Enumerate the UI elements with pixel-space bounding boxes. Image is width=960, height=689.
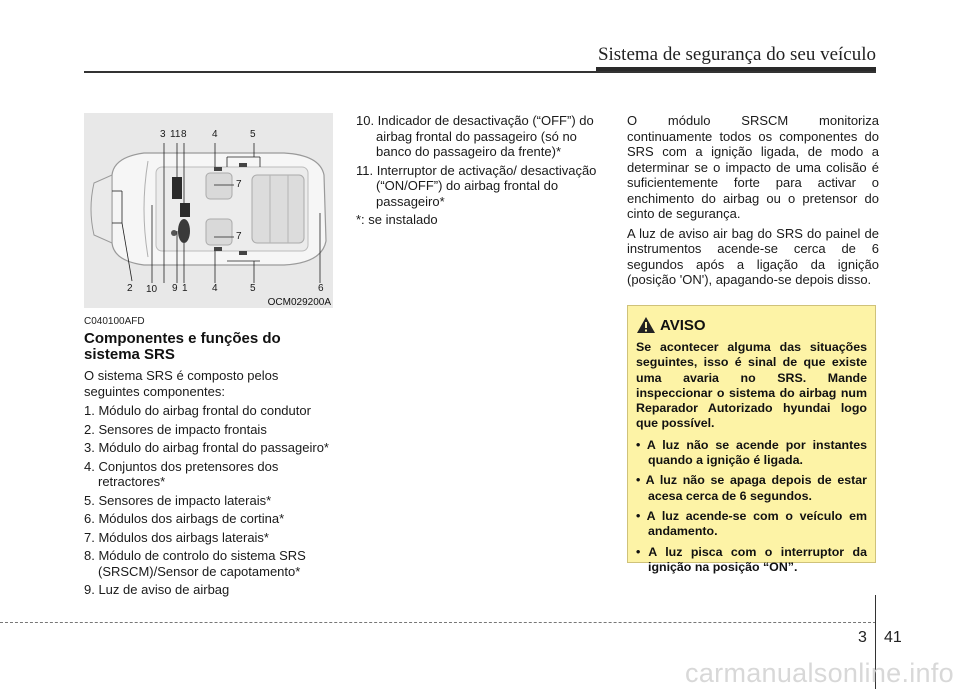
figure-code: OCM029200A [267,297,331,308]
warning-bullet: • A luz pisca com o interruptor da ignição na posição “ON”. [636,544,867,574]
footer-rule [0,622,876,623]
fig-label-7b: 7 [236,231,242,242]
watermark: carmanualsonline.info [685,658,954,688]
fig-label-7a: 7 [236,179,242,190]
fig-label-5-top: 5 [250,129,256,140]
fig-label-1: 1 [182,283,188,294]
warning-body [636,340,867,575]
warning-box [627,305,876,574]
warning-bullet: • A luz não se apaga depois de estar acesa cerca de 6 segundos. [636,473,867,503]
list-item: 6. Módulos dos airbags de cortina* [84,511,285,526]
fig-label-2: 2 [127,283,133,294]
list-item: 11. Interruptor de activação/ desactivação (“ON/OFF”) do airbag frontal do passageiro* [356,162,597,209]
list-item: 1. Módulo do airbag frontal do condutor [84,403,311,418]
srscm-description [627,113,879,292]
fig-label-8: 8 [181,129,187,140]
section-title: Componentes e funções do sistema SRS [84,330,281,363]
warning-triangle-icon [636,316,656,334]
section-code: C040100AFD [84,316,145,327]
section-intro: O sistema SRS é composto pelos seguintes componentes: [84,368,279,399]
paragraph: O módulo SRSCM monitoriza continuamente todos os componentes do SRS com a ignição ligada, de modo a determinar se o impacto de uma colisão é suficientemente forte para activar o enchimento do airbag ou o pretensor do cinto de segurança. [627,113,879,221]
fig-label-9: 9 [172,283,178,294]
list-item: 2. Sensores de impacto frontais [84,421,267,437]
fig-label-4-top: 4 [212,129,218,140]
page-header-title: Sistema de segurança do seu veículo [597,44,876,65]
components-column-1 [84,368,336,601]
list-item: 9. Luz de aviso de airbag [84,582,230,597]
list-item: 10. Indicador de desactivação (“OFF”) do airbag frontal do passageiro (só no banco do passageiro da frente)* [356,113,594,159]
header-rule [84,71,876,73]
chapter-number: 3 [858,629,867,646]
list-item: 3. Módulo do airbag frontal do passageiro* [84,440,329,455]
list-item: 5. Sensores de impacto laterais* [84,492,272,508]
list-item: 8. Módulo de controlo do sistema SRS (SRSCM)/Sensor de capotamento* [84,548,306,579]
warning-bullet: • A luz não se acende por instantes quando a ignição é ligada. [636,437,867,468]
warning-intro: Se acontecer alguma das situações seguintes, isso é sinal de que existe uma avaria no SRS. Mande inspeccionar o sistema do airbag num Reparador Autorizado hyundai logo que possível. [636,340,867,431]
page-number: 41 [884,629,902,646]
fig-label-4-bottom: 4 [212,283,218,294]
fig-label-5-bottom: 5 [250,283,256,294]
fig-label-3: 3 [160,129,166,140]
fig-label-11: 11 [170,129,181,140]
warning-title: AVISO [660,316,706,334]
list-item: 7. Módulos dos airbags laterais* [84,529,269,545]
car-srs-diagram [84,113,333,308]
list-item: 4. Conjuntos dos pretensores dos retractores* [84,458,279,489]
warning-header [636,316,867,334]
car-topview-illustration [84,113,333,308]
paragraph: A luz de aviso air bag do SRS do painel de instrumentos acende-se cerca de 6 segundos após a ligação da ignição (posição 'ON'), apagando-se depois disso. [627,225,879,287]
warning-bullet: • A luz acende-se com o veículo em andamento. [636,508,867,539]
components-column-2 [356,113,608,228]
footnote: *: se instalado [356,212,438,227]
fig-label-6: 6 [318,283,324,294]
fig-label-10: 10 [146,284,158,295]
